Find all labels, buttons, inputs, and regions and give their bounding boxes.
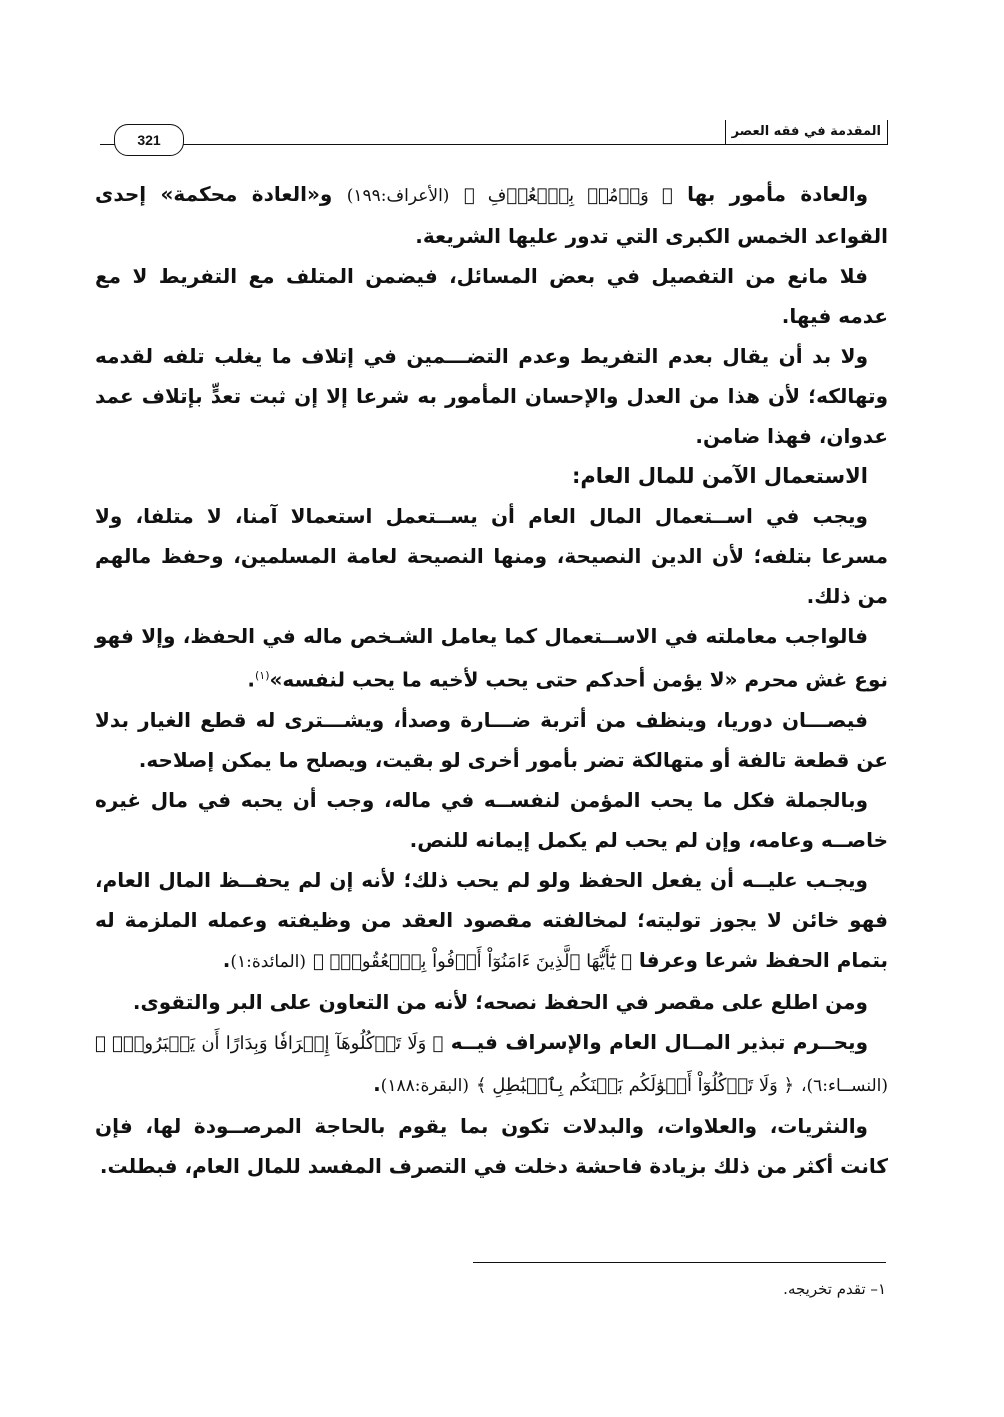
paragraph: ومن اطلع على مقصر في الحفظ نصحه؛ لأنه من التعاون على البر والتقوى. — [132, 989, 868, 1014]
header-title: المقدمة في فقه العصر — [725, 120, 888, 144]
footnote: ١– تقدم تخريجه. — [783, 1280, 886, 1298]
paragraph-text: ويحــرم تبذير المــال العام والإسراف فيــه — [450, 1029, 869, 1054]
paragraph-end: . — [247, 667, 255, 692]
paragraph-text: فالواجب معاملته في الاســتعمال كما يعامل الشـخص ماله في الحفظ، وإلا فهو نوع غش محرم «لا يؤمن أحدكم حتى يحب لأخيه ما يحب لنفسه» — [95, 624, 888, 692]
paragraph — [95, 616, 888, 700]
paragraph: فلا مانع من التفصيل في بعض المسائل، فيضمن المتلف مع التفريط لا مع عدمه فيها. — [95, 264, 888, 328]
quran-verse: ﴿ يَٰٓأَيُّهَا ٱلَّذِينَ ءَامَنُوٓاْ أَوۡفُواْ بِٱلۡعُقُودِۚ ﴾ — [312, 950, 632, 972]
paragraph-text: و«العادة محكمة» إحدى القواعد الخمس الكبرى التي تدور عليها الشريعة. — [95, 182, 888, 248]
footnote-separator — [473, 1262, 886, 1263]
quran-verse: ﴿ وَلَا تَأۡكُلُوهَآ إِسۡرَافٗا وَبِدَارًا أَن يَكۡبَرُواْۚ ﴾ — [95, 1032, 444, 1054]
quran-verse: ﴿ وَأۡمُرۡ بِٱلۡعُرۡفِ ﴾ — [463, 185, 673, 206]
main-text — [95, 174, 888, 1186]
verse-reference: (النســاء:٦)، — [801, 1075, 888, 1096]
footnote-marker: (١) — [255, 669, 270, 682]
running-header — [100, 120, 888, 150]
paragraph: والنثريات، والعلاوات، والبدلات تكون بما يقوم بالحاجة المرصــودة لها، فإن كانت أكثر من ذلك بزيادة فاحشة دخلت في التصرف المفسد للمال العام، فبطلت. — [95, 1113, 888, 1178]
paragraph: ويجب في اســتعمال المال العام أن يســتعمل استعمالا آمنا، لا متلفا، ولا مسرعا بتلفه؛ لأن الدين النصيحة، ومنها النصيحة لعامة المسلمين، وحفظ مالهم من ذلك. — [95, 504, 888, 608]
paragraph-text: ويجـب عليــه أن يفعل الحفظ ولو لم يحب ذلك؛ لأنه إن لم يحفــظ المال العام، فهو خائن لا يجوز توليته؛ لمخالفته مقصود العقد من وظيفته وعمله الملزمة له بتمام الحفظ شرعا وعرفا — [95, 867, 888, 972]
quran-verse: ﴿ وَلَا تَأۡكُلُوٓاْ أَمۡوَٰلَكُم بَيۡنَكُم بِٱلۡبَٰطِلِ ﴾ — [475, 1074, 795, 1096]
paragraph-end: . — [222, 947, 231, 972]
paragraph-text: والعادة مأمور بها — [687, 182, 869, 206]
page-number: 321 — [114, 124, 184, 156]
paragraph: وبالجملة فكل ما يحب المؤمن لنفســه في ماله، وجب أن يحبه في مال غيره خاصــه وعامه، وإن لم يحب لم يكمل إيمانه للنص. — [95, 787, 888, 852]
paragraph-end: . — [373, 1071, 381, 1096]
paragraph: فيصـــان دوريا، وينظف من أتربة ضـــارة وصدأ، ويشـــترى له قطع الغيار بدلا عن قطعة تالفة أو متهالكة تضر بأمور أخرى لو بقيت، ويصلح ما يمكن إصلاحه. — [95, 707, 888, 772]
paragraph — [95, 174, 888, 256]
paragraph — [95, 860, 888, 982]
verse-reference: (البقرة:١٨٨) — [380, 1075, 469, 1096]
header-rule — [100, 144, 888, 145]
paragraph — [95, 1022, 888, 1106]
paragraph: ولا بد أن يقال بعدم التفريط وعدم التضـــمين في إتلاف ما يغلب تلفه لقدمه وتهالكه؛ لأن هذا من العدل والإحسان المأمور به شرعا إلا إن ثبت تعدٍّ بإتلاف عمد عدوان، فهذا ضامن. — [95, 344, 888, 448]
section-heading: الاستعمال الآمن للمال العام: — [571, 464, 868, 488]
verse-reference: (المائدة:١) — [230, 951, 306, 972]
footnotes — [473, 1277, 886, 1301]
verse-reference: (الأعراف:١٩٩) — [346, 186, 450, 206]
